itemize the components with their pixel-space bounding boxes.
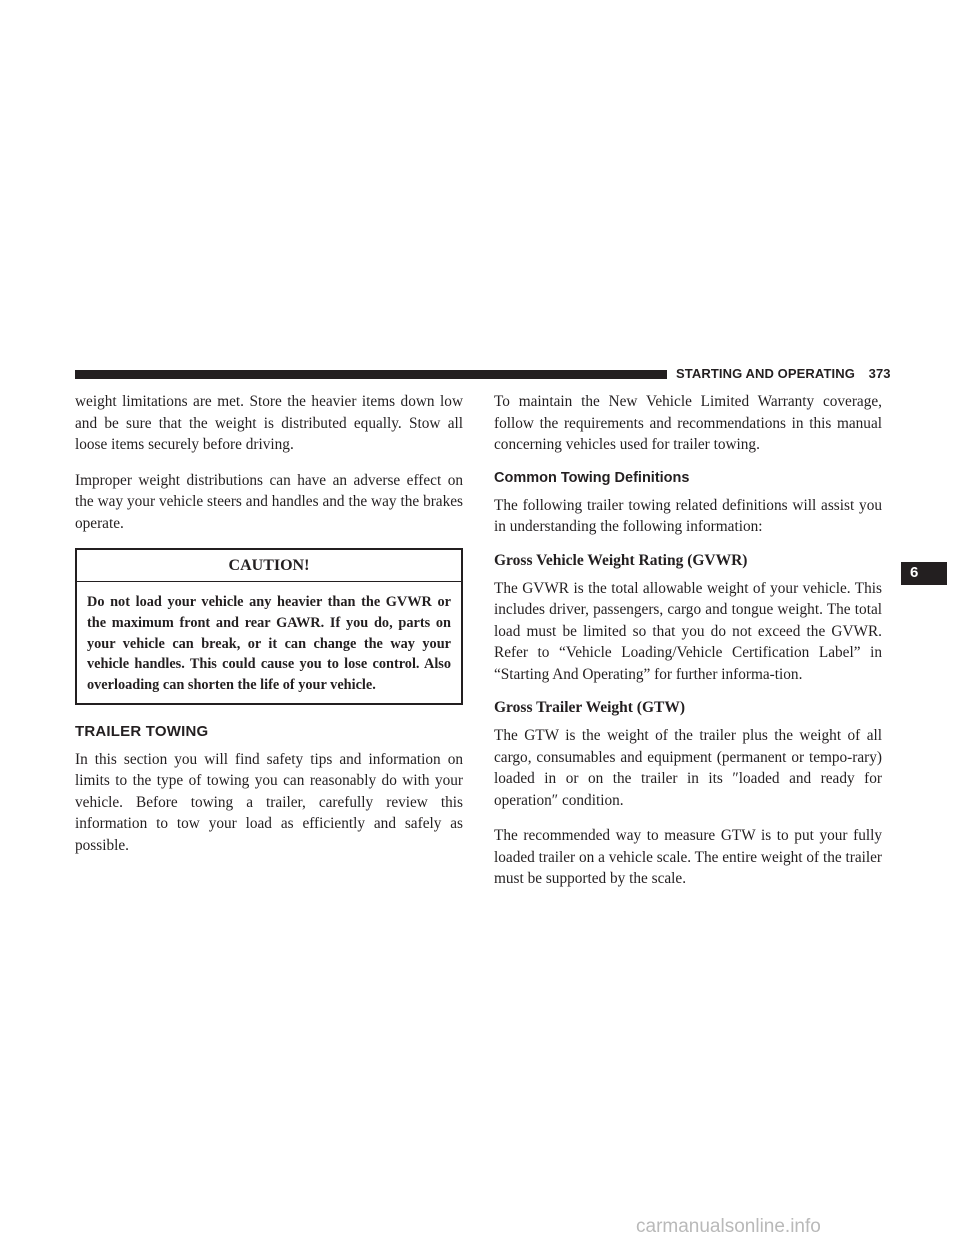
paragraph: To maintain the New Vehicle Limited Warranty coverage, follow the requirements and recommendations in this manual concerning vehicles used for trailer towing. xyxy=(494,393,882,453)
caution-text: Do not load your vehicle any heavier than the GVWR or the maximum front and rear GAWR. If you do, parts on your vehicle can break, or it can change the way your vehicle handles. This could cause you to lose control. Also overloading can shorten the life of your vehicle. xyxy=(87,594,451,694)
header-rule xyxy=(75,370,667,379)
watermark: carmanualsonline.info xyxy=(636,1216,821,1237)
term-heading-gvwr: Gross Vehicle Weight Rating (GVWR) xyxy=(494,551,748,569)
header-section-title: STARTING AND OPERATING xyxy=(676,366,855,381)
paragraph: The recommended way to measure GTW is to put your fully loaded trailer on a vehicle scale. The entire weight of the trailer must be supported by the scale. xyxy=(494,827,882,887)
chapter-tab-label: 6 xyxy=(910,564,919,581)
chapter-tab xyxy=(901,562,947,585)
caution-box xyxy=(75,548,463,705)
paragraph: Improper weight distributions can have an adverse effect on the way your vehicle steers and handles and the way the brakes operate. xyxy=(75,471,463,532)
paragraph: weight limitations are met. Store the heavier items down low and be sure that the weight is distributed equally. Stow all loose items securely before driving. xyxy=(75,393,463,453)
caution-title: CAUTION! xyxy=(77,550,461,582)
running-header xyxy=(676,366,891,381)
term-heading-gtw: Gross Trailer Weight (GTW) xyxy=(494,699,686,716)
left-column xyxy=(75,391,463,870)
paragraph: In this section you will find safety tips and information on limits to the type of towing you can reasonably do with your vehicle. Before towing a trailer, carefully review this information to tow your load as efficiently and safely as possible. xyxy=(75,750,463,854)
page-number: 373 xyxy=(868,366,891,381)
right-column xyxy=(494,391,882,904)
paragraph: The following trailer towing related definitions will assist you in understanding the following information: xyxy=(494,496,882,535)
subsection-heading: Common Towing Definitions xyxy=(494,469,690,486)
section-heading: TRAILER TOWING xyxy=(75,722,209,740)
paragraph: The GVWR is the total allowable weight of your vehicle. This includes driver, passengers, cargo and tongue weight. The total load must be limited so that you do not exceed the GVWR. Refer to “Vehicle Loading/Vehicle Certification Label” in “Starting And Operating” for further informa-tion. xyxy=(494,579,882,683)
paragraph: The GTW is the weight of the trailer plus the weight of all cargo, consumables and equipment (permanent or tempo-rary) loaded in or on the trailer in its ″loaded and ready for operation″ condition. xyxy=(494,727,882,809)
